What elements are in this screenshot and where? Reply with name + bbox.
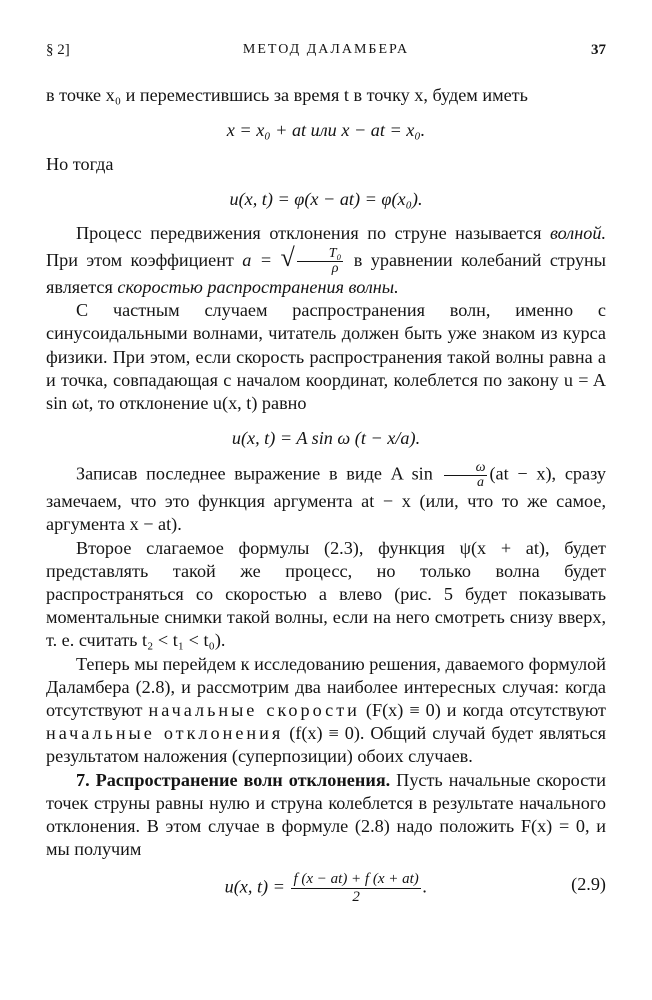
paragraph-3 bbox=[46, 222, 606, 299]
text-run: Пусть начальные скорости точек струны равны нулю и струна колеблется в результате начального отклонения. В этом случае в формуле (2.8) надо положить F(x) = 0, и мы получим bbox=[46, 769, 606, 860]
text-run: в уравнении колебаний струны является bbox=[46, 249, 607, 297]
numerator: T₀ bbox=[297, 247, 344, 262]
paragraph-1: в точке x₀ и переместившись за время t в точку x, будем иметь bbox=[46, 85, 528, 105]
term-wave: волной. bbox=[550, 223, 606, 244]
text-run: (F(x) ≡ 0) и когда отсутствуют bbox=[359, 699, 606, 720]
paragraph-6: Второе слагаемое формулы (2.3), функция ψ(x + at), будет представлять такой же процесс, но только волна будет распространяться со скоростью a влево (рис. 5 будет показывать моментальные снимки такой волны, если на него смотреть снизу вверх, т. е. считать t₂ < t₁ < t₀). bbox=[46, 537, 606, 651]
section-heading: 7. Распространение волн отклонения. bbox=[76, 769, 391, 790]
text-run: Записав последнее выражение в виде A sin bbox=[76, 463, 442, 484]
running-title: МЕТОД ДАЛАМБЕРА bbox=[242, 42, 410, 57]
paragraph-7 bbox=[46, 653, 606, 769]
page-number: 37 bbox=[591, 42, 606, 58]
fraction-omega-a bbox=[444, 461, 488, 490]
equation-2-9 bbox=[46, 871, 606, 906]
numerator: ω bbox=[444, 461, 488, 476]
section-mark: § 2] bbox=[46, 42, 70, 58]
text-run: (f(x) ≡ 0). Общий случай будет являться результатом наложения (суперпозиции) обоих случаев. bbox=[46, 723, 606, 767]
eq-left: u(x, t) = bbox=[224, 877, 290, 898]
fraction-f bbox=[291, 871, 420, 906]
page-header bbox=[46, 42, 606, 66]
denominator: a bbox=[477, 475, 484, 491]
paragraph-4: С частным случаем распространения волн, именно с синусоидальными волнами, читатель должен быть уже знаком из курса физики. При этом, если скорость распространения такой волны равна a и точка, совпадающая с началом координат, колеблется по закону u = A sin ωt, то отклонение u(x, t) равно bbox=[46, 300, 606, 413]
page-body bbox=[46, 84, 606, 916]
equation-1: x = x₀ + at или x − at = x₀. bbox=[226, 120, 426, 141]
equation-3: u(x, t) = A sin ω (t − x/a). bbox=[231, 428, 421, 449]
text-run: (at − x), сразу замечаем, что это функция аргумента at − x (или, что то же самое, аргумента x − at). bbox=[46, 463, 606, 535]
denominator: ρ bbox=[331, 260, 339, 276]
denominator: 2 bbox=[352, 889, 360, 906]
text-run: При этом коэффициент bbox=[46, 249, 243, 270]
spaced-term: начальные отклонения bbox=[46, 723, 284, 744]
paragraph-8 bbox=[46, 769, 606, 862]
paragraph-5 bbox=[46, 461, 606, 536]
equation-2: u(x, t) = φ(x − at) = φ(x₀). bbox=[229, 189, 423, 210]
eq-end: . bbox=[422, 877, 428, 898]
text-run: Процесс передвижения отклонения по струне называется bbox=[76, 223, 551, 244]
numerator: f (x − at) + f (x + at) bbox=[293, 871, 419, 888]
sqrt-sign: √ bbox=[280, 242, 295, 272]
fraction-t0-rho bbox=[297, 247, 344, 276]
equation-number: (2.9) bbox=[571, 874, 606, 895]
term-speed: скоростью распространения волны. bbox=[117, 276, 399, 297]
math-a: a = bbox=[242, 249, 281, 270]
paragraph-2: Но тогда bbox=[46, 154, 114, 175]
spaced-term: начальные скорости bbox=[148, 699, 360, 720]
text-run: Теперь мы перейдем к исследованию решения, даваемого формулой Даламбера (2.8), и рассмотрим два наиболее интересных случая: когда отсутствуют bbox=[46, 653, 606, 720]
